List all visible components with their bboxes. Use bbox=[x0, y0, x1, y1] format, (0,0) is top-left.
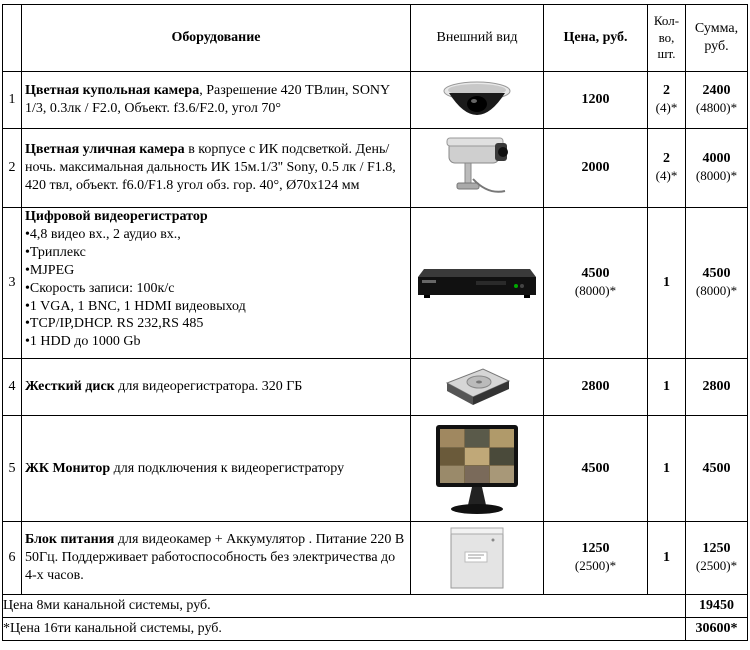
item-details: для подключения к видеорегистратору bbox=[110, 460, 345, 476]
row-number: 1 bbox=[3, 72, 22, 129]
item-sum: 4500 bbox=[686, 416, 748, 522]
table-row bbox=[3, 129, 748, 208]
item-name: ЖК Монитор bbox=[25, 460, 111, 476]
item-price: 1200 bbox=[544, 72, 648, 129]
list-item: • 4,8 видео вх., 2 аудио вх., bbox=[25, 226, 407, 244]
item-description bbox=[22, 522, 411, 595]
spec-list bbox=[25, 226, 407, 351]
item-price: 4500 (8000)* bbox=[544, 208, 648, 359]
power-supply-icon bbox=[447, 526, 507, 590]
item-details: в корпусе с ИК подсветкой. День/ночь. максимальная дальность ИК 15м.1/3'' Sony, 0.5 лк / F1.8, 420 твл, объект. f6.0/F1.8 угол обз. гор. 40°, Ø70x124 мм bbox=[25, 142, 396, 193]
list-item: • TCP/IP,DHCP. RS 232,RS 485 bbox=[25, 315, 407, 333]
item-name: Жесткий диск bbox=[25, 379, 115, 395]
item-details: , Разрешение 420 ТВлин, SONY 1/3, 0.3лк / F2.0, Объект. f3.6/F2.0, угол 70° bbox=[25, 83, 390, 116]
item-image bbox=[411, 129, 544, 208]
item-name: Цветная купольная камера bbox=[25, 83, 200, 99]
item-sum: 1250 (2500)* bbox=[686, 522, 748, 595]
item-image bbox=[411, 208, 544, 359]
item-qty: 2 (4)* bbox=[648, 72, 686, 129]
header-sum: Сумма, руб. bbox=[686, 5, 748, 72]
row-number: 4 bbox=[3, 359, 22, 416]
total-label: Цена 8ми канальной системы, руб. bbox=[3, 595, 686, 618]
total-row-16ch bbox=[3, 618, 748, 641]
hard-drive-icon bbox=[443, 365, 511, 409]
row-number: 3 bbox=[3, 208, 22, 359]
item-name: Блок питания bbox=[25, 532, 115, 548]
row-number: 6 bbox=[3, 522, 22, 595]
item-sum: 4000 (8000)* bbox=[686, 129, 748, 208]
table-row bbox=[3, 72, 748, 129]
item-details: для видеорегистратора. 320 ГБ bbox=[114, 379, 303, 395]
item-description bbox=[22, 416, 411, 522]
table-row bbox=[3, 416, 748, 522]
list-item: • MJPEG bbox=[25, 262, 407, 280]
item-qty: 1 bbox=[648, 522, 686, 595]
header-appearance: Внешний вид bbox=[411, 5, 544, 72]
item-description bbox=[22, 72, 411, 129]
item-sum: 4500 (8000)* bbox=[686, 208, 748, 359]
total-label: *Цена 16ти канальной системы, руб. bbox=[3, 618, 686, 641]
item-sum: 2400 (4800)* bbox=[686, 72, 748, 129]
item-image bbox=[411, 522, 544, 595]
item-price: 4500 bbox=[544, 416, 648, 522]
header-number bbox=[3, 5, 22, 72]
item-image bbox=[411, 72, 544, 129]
total-value: 30600* bbox=[686, 618, 748, 641]
item-qty: 1 bbox=[648, 208, 686, 359]
item-name: Цифровой видеорегистратор bbox=[25, 209, 208, 224]
table-row bbox=[3, 522, 748, 595]
list-item: • Скорость записи: 100к/с bbox=[25, 280, 407, 298]
dvr-icon bbox=[416, 265, 538, 301]
table-row bbox=[3, 208, 748, 359]
item-qty: 1 bbox=[648, 359, 686, 416]
table-row bbox=[3, 359, 748, 416]
row-number: 5 bbox=[3, 416, 22, 522]
item-details: для видеокамер + Аккумулятор . Питание 220 В 50Гц. Поддерживает работоспособность без электричества до 4-х часов. bbox=[25, 532, 405, 583]
list-item: • 1 HDD до 1000 Gb bbox=[25, 333, 407, 351]
header-equipment: Оборудование bbox=[22, 5, 411, 72]
total-value: 19450 bbox=[686, 595, 748, 618]
item-qty: 2 (4)* bbox=[648, 129, 686, 208]
bullet-camera-icon bbox=[443, 133, 511, 203]
row-number: 2 bbox=[3, 129, 22, 208]
item-image bbox=[411, 416, 544, 522]
item-description bbox=[22, 208, 411, 359]
list-item: • Триплекс bbox=[25, 244, 407, 262]
item-description bbox=[22, 359, 411, 416]
item-qty: 1 bbox=[648, 416, 686, 522]
item-price: 2800 bbox=[544, 359, 648, 416]
dome-camera-icon bbox=[441, 77, 513, 123]
item-name: Цветная уличная камера bbox=[25, 142, 185, 158]
total-row-8ch bbox=[3, 595, 748, 618]
header-qty: Кол-во, шт. bbox=[648, 5, 686, 72]
item-sum: 2800 bbox=[686, 359, 748, 416]
header-price: Цена, руб. bbox=[544, 5, 648, 72]
lcd-monitor-icon bbox=[434, 421, 520, 517]
item-description bbox=[22, 129, 411, 208]
item-price: 2000 bbox=[544, 129, 648, 208]
item-image bbox=[411, 359, 544, 416]
item-price: 1250 (2500)* bbox=[544, 522, 648, 595]
header-row bbox=[3, 5, 748, 72]
list-item: • 1 VGA, 1 BNC, 1 HDMI видеовыход bbox=[25, 298, 407, 316]
price-table bbox=[2, 4, 748, 641]
